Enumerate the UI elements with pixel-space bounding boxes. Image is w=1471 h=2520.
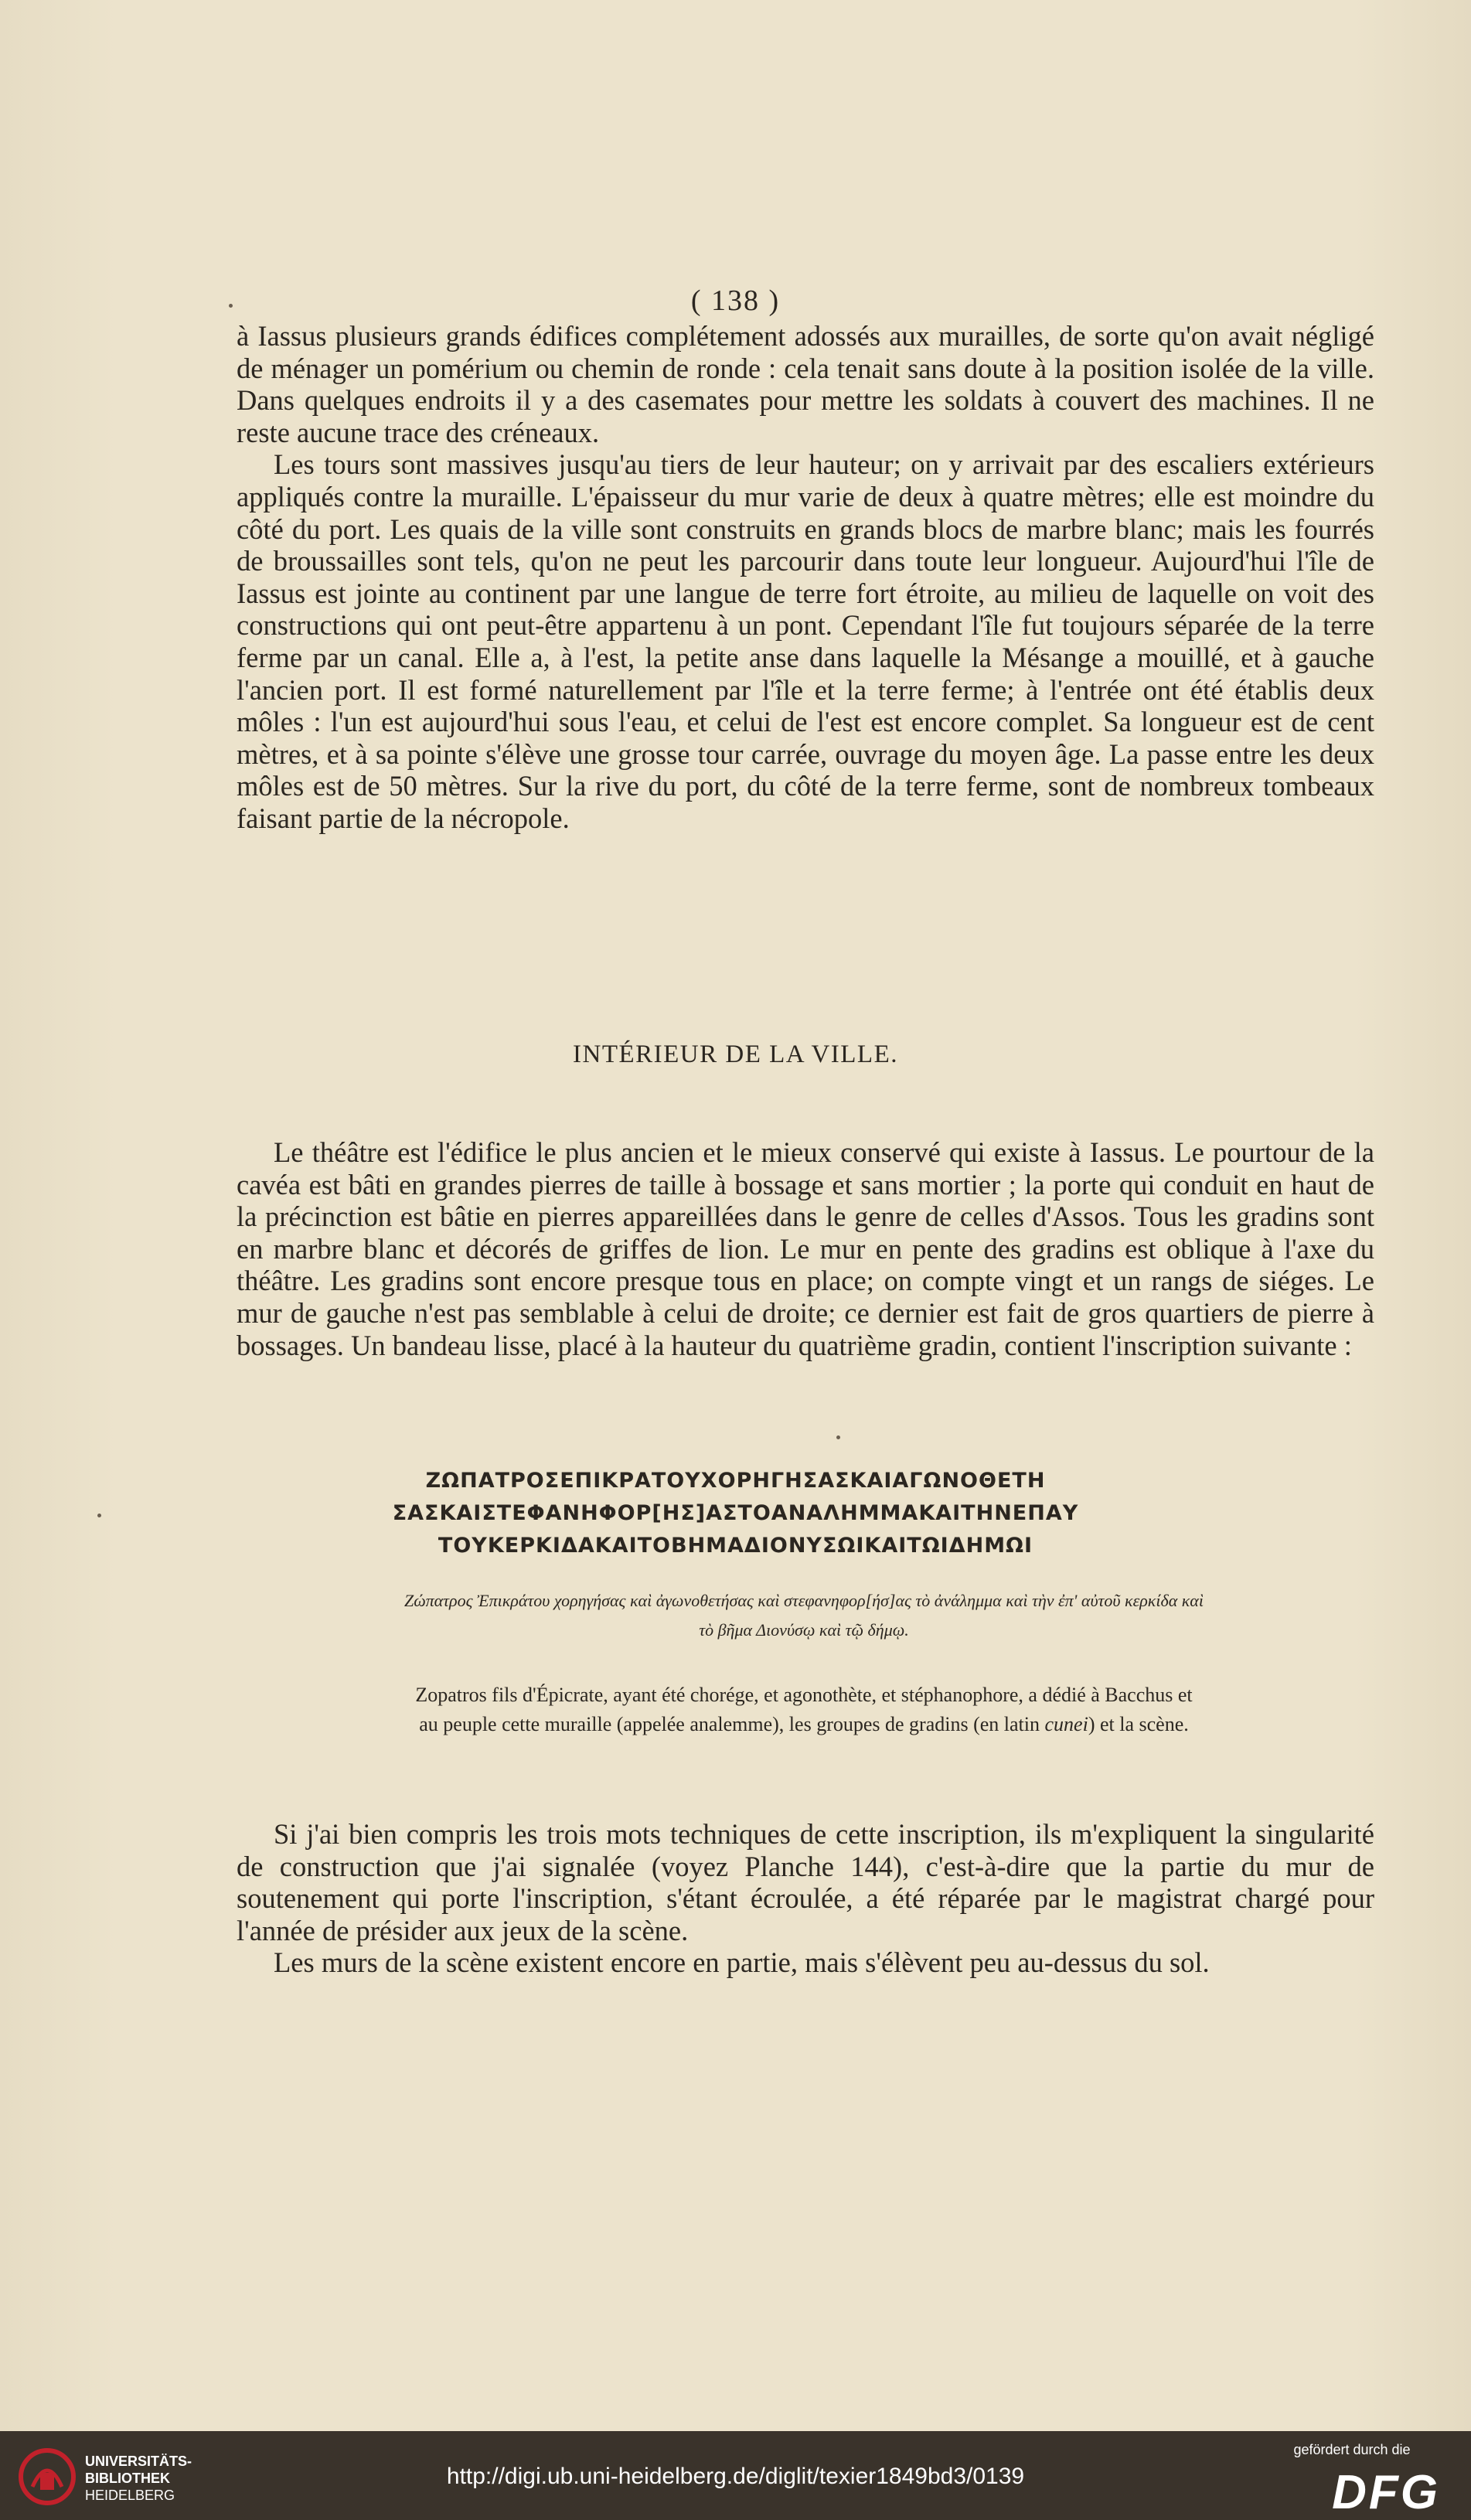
- translation-text: ) et la scène.: [1088, 1713, 1189, 1735]
- greek-line: τὸ βῆμα Διονύσῳ καὶ τῷ δήμῳ.: [699, 1620, 909, 1640]
- paragraph: Si j'ai bien compris les trois mots techniques de cette inscription, ils m'expliquent la singularité de construction que j'ai signalée (voyez Planche 144), c'est-à-dire que la partie du mur de soutenement qui porte l'inscription, s'étant écroulée, a été réparée par le magistrat chargé pour l'année de présider aux jeux de la scène.: [237, 1818, 1374, 1946]
- translation-line: [325, 1710, 1283, 1739]
- library-name-line: HEIDELBERG: [85, 2488, 175, 2503]
- text-block-bottom: [237, 1818, 1374, 1979]
- library-name-line: BIBLIOTHEK: [85, 2471, 170, 2486]
- speck: [836, 1435, 840, 1439]
- translation-italic-term: cunei: [1044, 1713, 1088, 1735]
- dfg-logo: DFG: [1332, 2466, 1440, 2519]
- inscription-line: ΖΩΠΑΤΡΟΣΕΠΙΚΡΑΤΟΥΧΟΡΗΓΗΣΑΣΚΑΙΑΓΩΝΟΘΕΤΗ: [425, 1469, 1046, 1493]
- inscription-line: ΤΟΥΚΕΡΚΙΔΑΚΑΙΤΟΒΗΜΑΔΙΟΝΥΣΩΙΚΑΙΤΩΙΔΗΜΩΙ: [438, 1534, 1033, 1558]
- text-block-theatre: [237, 1136, 1374, 1361]
- funding-note: gefördert durch die: [1293, 2442, 1411, 2457]
- translation-text: au peuple cette muraille (appelée analemme), les groupes de gradins (en latin: [419, 1713, 1045, 1735]
- page-number: ( 138 ): [690, 284, 781, 317]
- library-name-line: UNIVERSITÄTS-: [85, 2454, 192, 2469]
- digitization-footer: [0, 2431, 1471, 2519]
- translation-line: Zopatros fils d'Épicrate, ayant été chorége, et agonothète, et stéphanophore, a dédié à Bacchus et: [415, 1684, 1193, 1706]
- inscription-line: ΣΑΣΚΑΙΣΤΕΦΑΝΗΦΟΡ[ΗΣ]ΑΣΤΟΑΝΑΛΗΜΜΑΚΑΙΤΗΝΕΠΑΥ: [392, 1501, 1079, 1525]
- paragraph: à Iassus plusieurs grands édifices complétement adossés aux murailles, de sorte qu'on avait négligé de ménager un pomérium ou chemin de ronde : cela tenait sans doute à la position isolée de la ville. Dans quelques endroits il y a des casemates pour mettre les soldats à couvert des machines. Il ne reste aucune trace des créneaux.: [237, 320, 1374, 448]
- text-block-top: [237, 320, 1374, 835]
- french-translation: [325, 1681, 1283, 1739]
- greek-line: Ζώπατρος Ἐπικράτου χορηγήσας καὶ ἀγωνοθετήσας καὶ στεφανηφορ[ήσ]ας τὸ ἀνάλημμα καὶ τὴν ἐπ' αὐτοῦ κερκίδα καὶ: [404, 1591, 1204, 1610]
- greek-inscription: [0, 1465, 1471, 1562]
- paragraph: Le théâtre est l'édifice le plus ancien et le mieux conservé qui existe à Iassus. Le pourtour de la cavéa est bâti en grandes pierres de taille à bossage et sans mortier ; la porte qui conduit en haut de la précinction est bâtie en pierres appareillées dans le genre de celles d'Assos. Tous les gradins sont en marbre blanc et décorés de griffes de lion. Le mur en pente des gradins est oblique à l'axe du théâtre. Les gradins sont encore presque tous en place; on compte vingt et un rangs de siéges. Le mur de gauche n'est pas semblable à celui de droite; ce dernier est fait de gros quartiers de pierre à bossages. Un bandeau lisse, placé à la hauteur du quatrième gradin, contient l'inscription suivante :: [237, 1136, 1374, 1361]
- greek-minuscule-text: [340, 1586, 1268, 1645]
- permalink-url[interactable]: http://digi.ub.uni-heidelberg.de/diglit/texier1849bd3/0139: [446, 2464, 1025, 2489]
- paragraph: Les tours sont massives jusqu'au tiers de leur hauteur; on y arrivait par des escaliers extérieurs appliqués contre la muraille. L'épaisseur du mur varie de deux à quatre mètres; elle est moindre du côté du port. Les quais de la ville sont construits en grands blocs de marbre blanc; mais les fourrés de broussailles sont tels, qu'on ne peut les parcourir dans toute leur longueur. Aujourd'hui l'île de Iassus est jointe au continent par une langue de terre fort étroite, au milieu de laquelle on voit des constructions qui ont peut-être appartenu à un pont. Cependant l'île fut toujours séparée de la terre ferme par un canal. Elle a, à l'est, la petite anse dans laquelle la Mésange a mouillé, et à gauche l'ancien port. Il est formé naturellement par l'île et la terre ferme; à l'entrée ont été établis deux môles : l'un est aujourd'hui sous l'eau, et celui de l'est est encore complet. Sa longueur est de cent mètres, et à sa pointe s'élève une grosse tour carrée, ouvrage du moyen âge. La passe entre les deux môles est de 50 mètres. Sur la rive du port, du côté de la terre ferme, sont de nombreux tombeaux faisant partie de la nécropole.: [237, 448, 1374, 834]
- paragraph: Les murs de la scène existent encore en partie, mais s'élèvent peu au-dessus du sol.: [274, 1946, 1210, 1979]
- section-heading: INTÉRIEUR DE LA VILLE.: [573, 1040, 898, 1068]
